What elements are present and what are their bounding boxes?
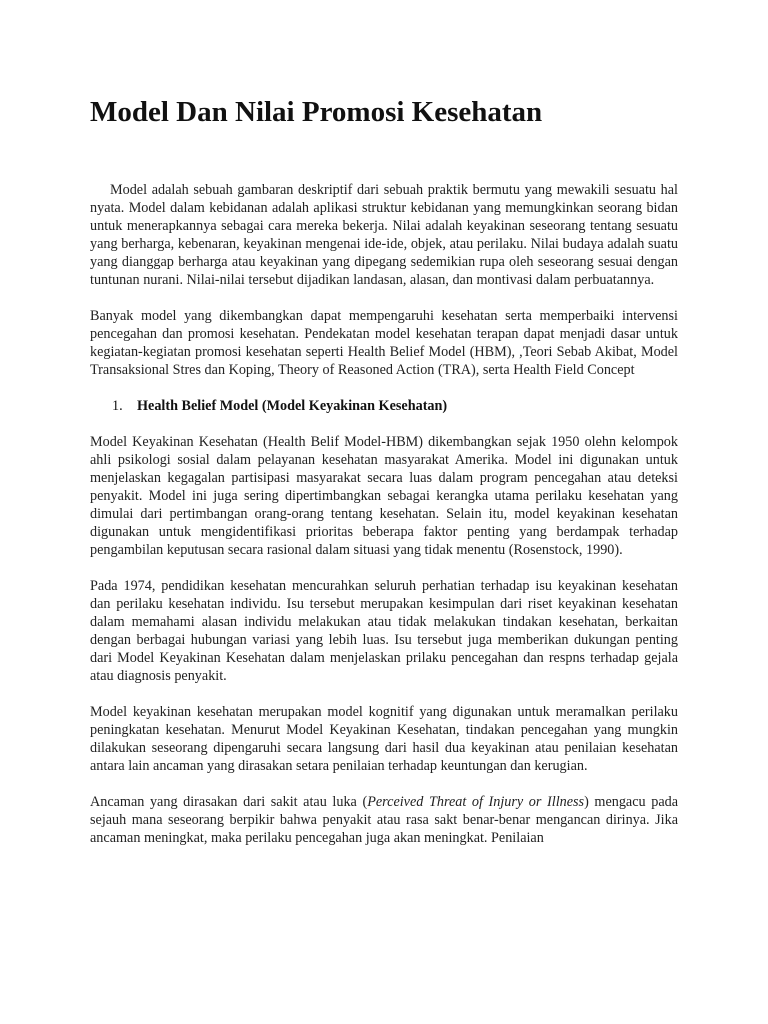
paragraph-models-overview: Banyak model yang dikembangkan dapat mempengaruhi kesehatan serta memperbaiki intervensi pencegahan dan promosi kesehatan. Pendekatan model kesehatan terapan dapat menjadi dasar untuk kegiatan-kegiatan promosi kesehatan seperti Health Belief Model (HBM), ,Teori Sebab Akibat, Model Transaksional Stres dan Koping, Theory of Reasoned Action (TRA), serta Health Field Concept xyxy=(90,308,678,378)
text-run: Ancaman yang dirasakan dari sakit atau luka ( xyxy=(90,794,368,810)
section-number: 1. xyxy=(112,398,123,414)
paragraph-hbm-history: Model Keyakinan Kesehatan (Health Belif Model-HBM) dikembangkan sejak 1950 olehn kelompok ahli psikologi sosial dalam pelayanan kesehatan masyarakat Amerika. Model ini digunakan untuk menjelaskan kegagalan partisipasi masyarakat secara luas dalam program pencegahan atau deteksi penyakit. Model ini juga sering dipertimbangkan sebagai kerangka utama perilaku kesehatan yang dimulai dari pertimbangan orang-orang tentang kesehatan. Selain itu, model keyakinan kesehatan digunakan untuk mengidentifikasi prioritas beberapa faktor penting yang berdampak terhadap pengambilan keputusan secara rasional dalam situasi yang tidak menentu (Rosenstock, 1990). xyxy=(90,434,678,558)
text-run: ) mengacu pada sejauh mana seseorang berpikir bahwa penyakit atau rasa sakt benar-benar mengancan dirinya. Jika ancaman meningkat, maka perilaku pencegahan juga akan meningkat. Penilaian xyxy=(90,794,679,846)
section-heading-text: Health Belief Model (Model Keyakinan Kesehatan) xyxy=(137,398,448,414)
paragraph-hbm-1974: Pada 1974, pendidikan kesehatan mencurahkan seluruh perhatian terhadap isu keyakinan kesehatan dan perilaku kesehatan individu. Isu tersebut merupakan kesimpulan dari riset keyakinan kesehatan dalam memahami alasan individu melakukan atau tidak melakukan tindakan kesehatan, berkaitan dengan berbagai hubungan variasi yang lebih luas. Isu tersebut juga memberikan dukungan penting dari Model Keyakinan Kesehatan dalam menjelaskan prilaku pencegahan dan respns terhadap gejala atau diagnosis penyakit. xyxy=(90,578,678,684)
paragraph-hbm-cognitive: Model keyakinan kesehatan merupakan model kognitif yang digunakan untuk meramalkan perilaku peningkatan kesehatan. Menurut Model Keyakinan Kesehatan, tindakan pencegahan yang mungkin dilakukan seseorang dipengaruhi secara langsung dari hasil dua keyakinan atau penilaian kesehatan antara lain ancaman yang dirasakan setara penilaian terhadap keuntungan dan kerugian. xyxy=(90,704,678,774)
document-body xyxy=(90,181,678,865)
paragraph-perceived-threat xyxy=(90,793,678,847)
page-title: Model Dan Nilai Promosi Kesehatan xyxy=(90,96,543,128)
italic-term: Perceived Threat of Injury or Illness xyxy=(367,794,585,810)
section-heading-hbm xyxy=(90,397,678,415)
paragraph-model-definition: Model adalah sebuah gambaran deskriptif dari sebuah praktik bermutu yang mewakili sesuatu hal nyata. Model dalam kebidanan adalah aplikasi struktur kebidanan yang memungkinkan seorang bidan untuk menerapkannya sebagai cara mereka bekerja. Nilai adalah keyakinan seseorang tentang sesuatu yang berharga, kebenaran, keyakinan mengenai ide-ide, objek, atau perilaku. Nilai budaya adalah suatu yang dianggap berharga atau keyakinan yang dipegang sedemikian rupa oleh seseorang sesuai dengan tuntunan nurani. Nilai-nilai tersebut dijadikan landasan, alasan, dan montivasi dalam perbuatannya. xyxy=(90,182,678,288)
